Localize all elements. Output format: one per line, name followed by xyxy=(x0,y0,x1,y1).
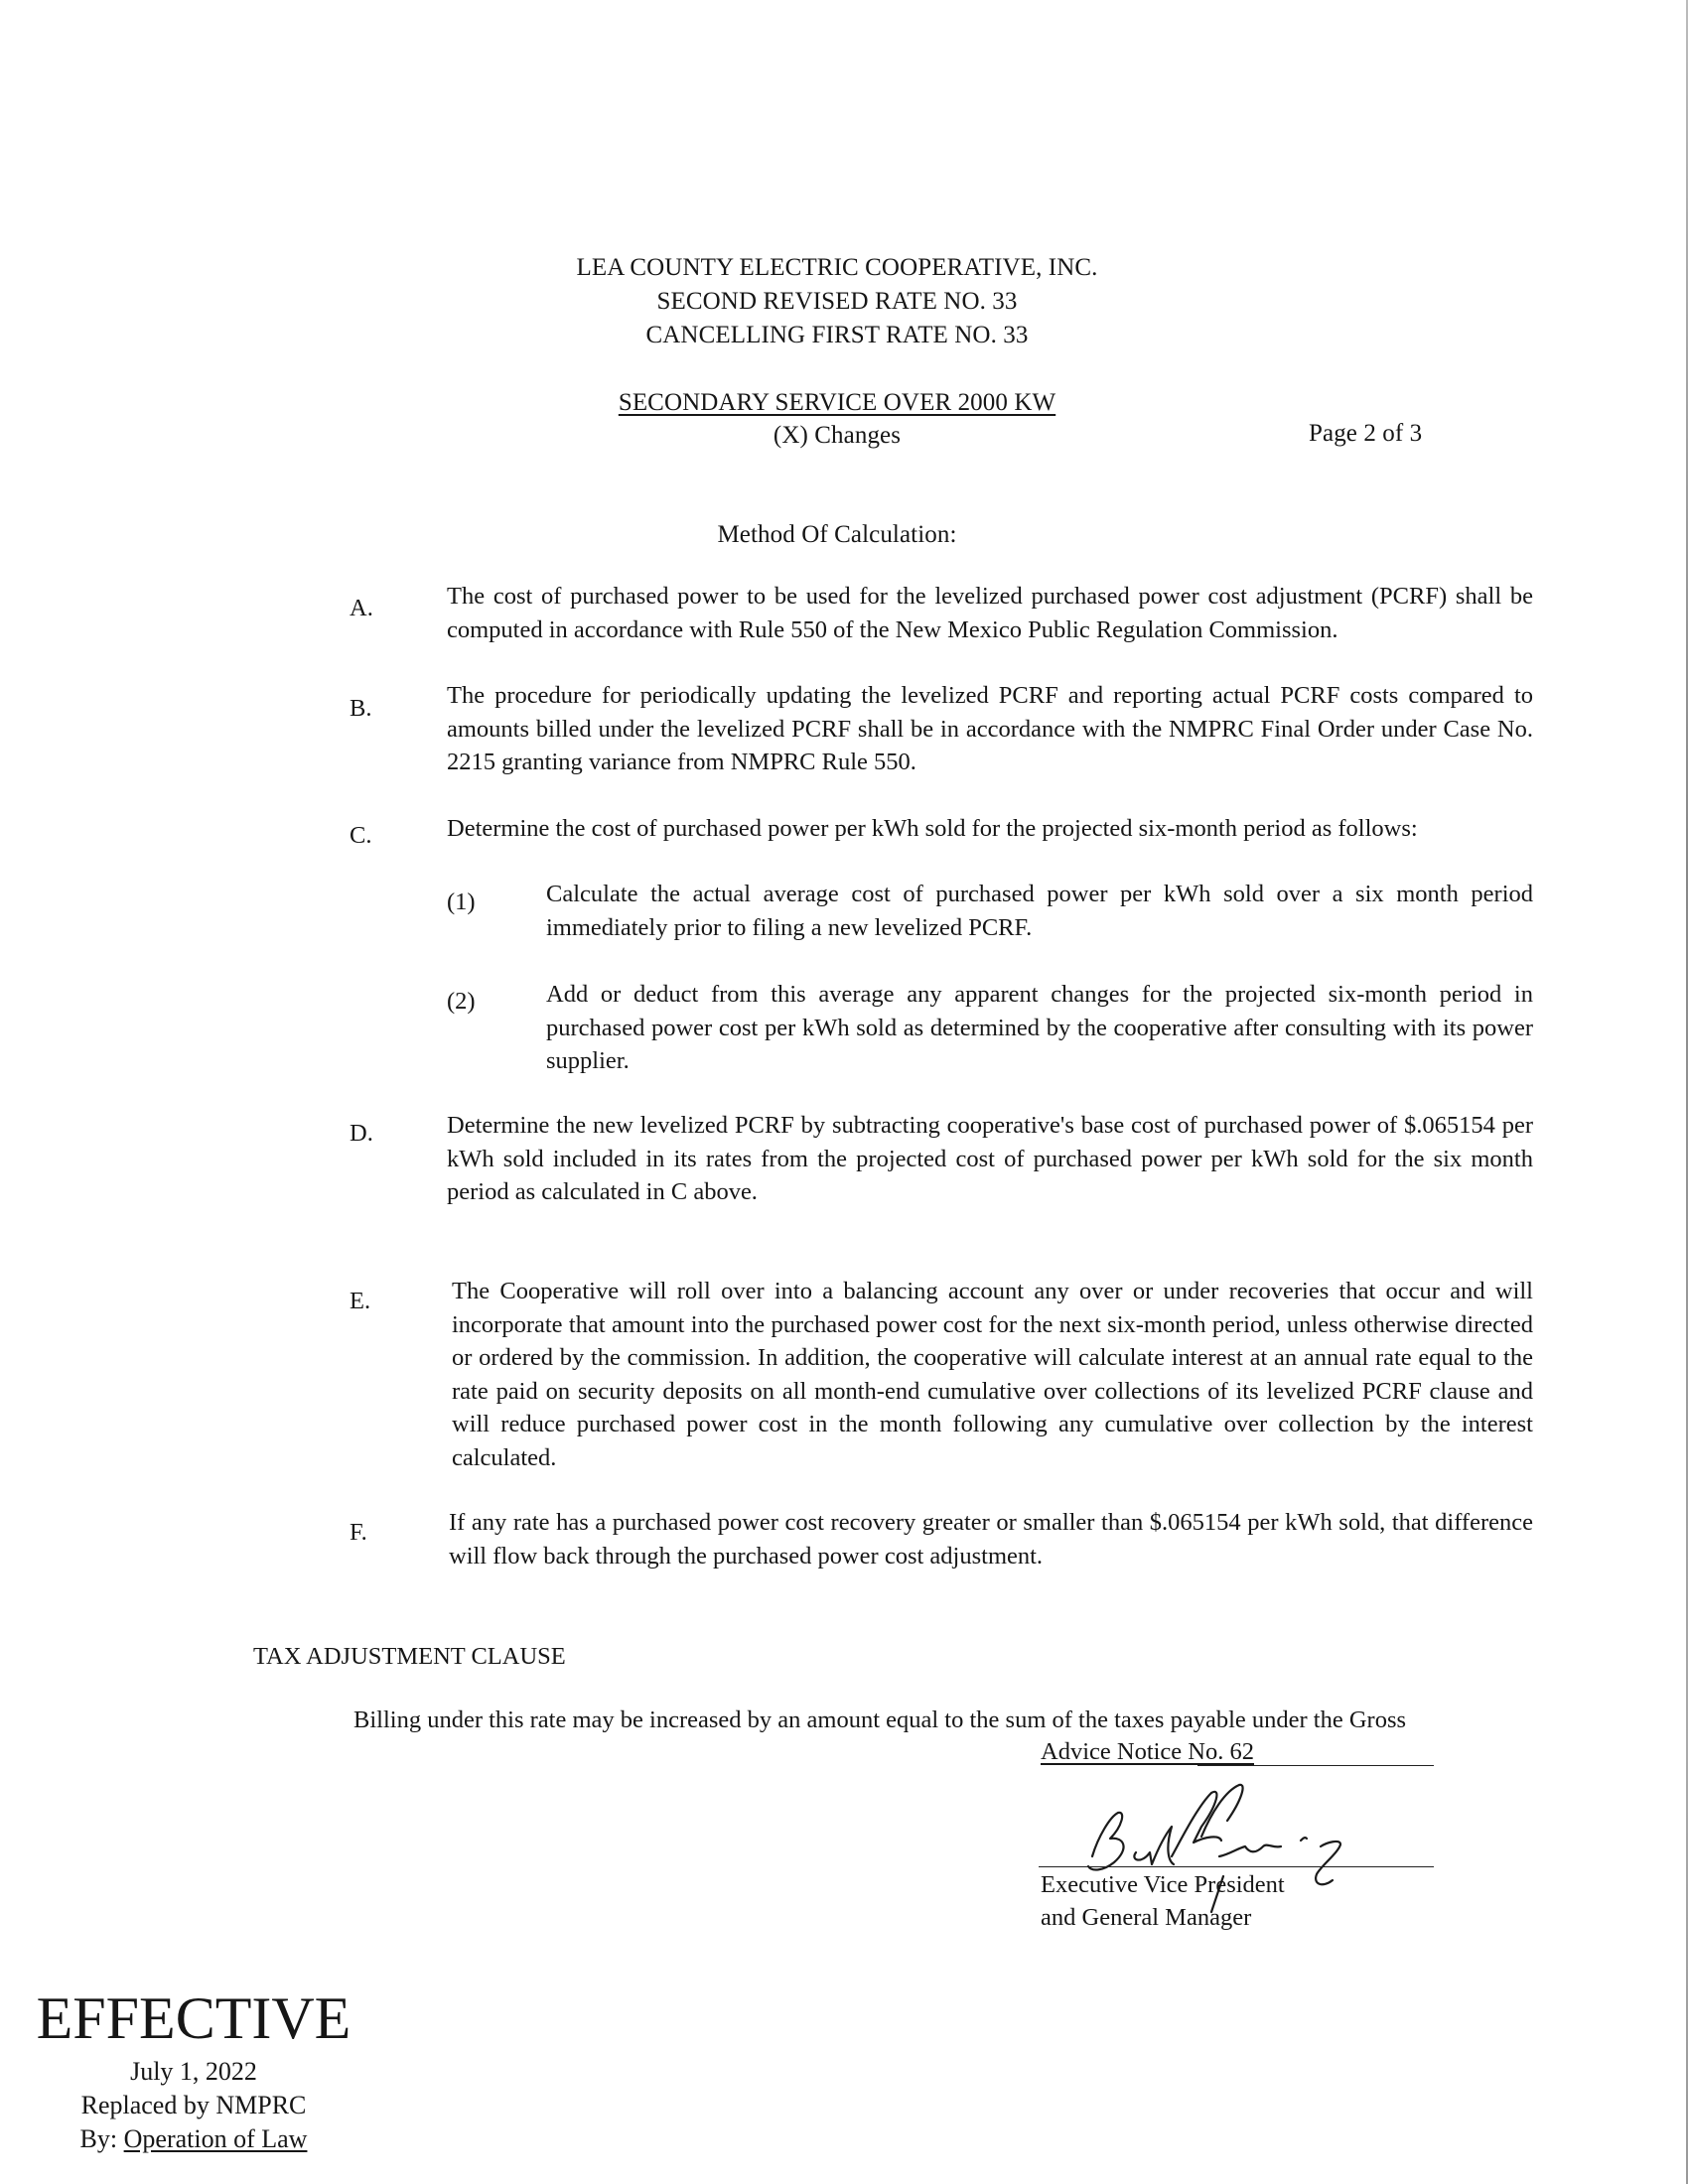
item-label-f: F. xyxy=(350,1519,367,1546)
item-label-d: D. xyxy=(350,1120,373,1147)
item-text-c: Determine the cost of purchased power per kWh sold for the projected six-month period as follows: xyxy=(447,815,1418,842)
subitem-text-2: Add or deduct from this average any apparent changes for the projected six-month period in purchased power cost per kWh sold as determined by the cooperative after consulting with its power supplier. xyxy=(546,981,1533,1074)
subitem-label-1: (1) xyxy=(447,888,476,915)
subitem-label-2: (2) xyxy=(447,988,476,1015)
item-text-b: The procedure for periodically updating the levelized PCRF and reporting actual PCRF costs compared to amounts billed under the levelized PCRF shall be in accordance with the NMPRC Final Order under Case No. 2215 granting variance from NMPRC Rule 550. xyxy=(447,682,1533,775)
effective-by-value: Operation of Law xyxy=(123,2124,308,2153)
changes-indicator: (X) Changes xyxy=(773,422,902,449)
subitem-text-1: Calculate the actual average cost of purchased power per kWh sold over a six month period immediately prior to filing a new levelized PCRF. xyxy=(546,881,1533,941)
signature-line xyxy=(1039,1866,1434,1867)
item-label-b: B. xyxy=(350,695,372,722)
signer-title-1: Executive Vice President xyxy=(1041,1871,1285,1898)
method-heading: Method Of Calculation: xyxy=(717,521,957,548)
advice-underline-extension xyxy=(1197,1765,1434,1766)
tax-heading: TAX ADJUSTMENT CLAUSE xyxy=(253,1643,566,1670)
signer-title-2: and General Manager xyxy=(1041,1904,1252,1931)
effective-title: EFFECTIVE xyxy=(36,1985,352,2051)
effective-by xyxy=(20,2122,367,2156)
advice-notice: Advice Notice No. 62 xyxy=(1041,1738,1254,1765)
company-name: LEA COUNTY ELECTRIC COOPERATIVE, INC. xyxy=(576,254,1098,281)
cancelled-rate: CANCELLING FIRST RATE NO. 33 xyxy=(645,322,1029,348)
effective-date: July 1, 2022 xyxy=(130,2057,257,2086)
service-title: SECONDARY SERVICE OVER 2000 KW xyxy=(618,389,1056,416)
item-text-e: The Cooperative will roll over into a balancing account any over or under recoveries that occur and will incorporate that amount into the purchased power cost for the next six-month period, unless otherwise directed or ordered by the commission. In addition, the cooperative will calculate interest at an annual rate equal to the rate paid on security deposits on all month-end cumulative over collections of its levelized PCRF clause and will reduce purchased power cost in the month following any cumulative over collection by the interest calculated. xyxy=(452,1278,1533,1471)
effective-replaced: Replaced by NMPRC xyxy=(80,2091,307,2119)
item-text-f: If any rate has a purchased power cost recovery greater or smaller than $.065154 per kWh sold, that difference will flow back through the purchased power cost adjustment. xyxy=(449,1509,1533,1570)
item-label-a: A. xyxy=(350,595,373,621)
item-label-c: C. xyxy=(350,822,372,849)
tax-text: Billing under this rate may be increased by an amount equal to the sum of the taxes payable under the Gross xyxy=(353,1706,1407,1733)
item-text-a: The cost of purchased power to be used for the levelized purchased power cost adjustment (PCRF) shall be computed in accordance with Rule 550 of the New Mexico Public Regulation Commission. xyxy=(447,583,1533,643)
effective-by-prefix: By: xyxy=(79,2124,124,2153)
rate-number: SECOND REVISED RATE NO. 33 xyxy=(656,288,1018,315)
item-text-d: Determine the new levelized PCRF by subtracting cooperative's base cost of purchased power of $.065154 per kWh sold included in its rates from the projected cost of purchased power per kWh sold for the six month period as calculated in C above. xyxy=(447,1112,1533,1205)
item-label-e: E. xyxy=(350,1288,371,1314)
advice-notice-wrap xyxy=(1041,1735,1254,1769)
service-title-wrap xyxy=(0,385,1674,420)
page-number: Page 2 of 3 xyxy=(1309,420,1423,447)
